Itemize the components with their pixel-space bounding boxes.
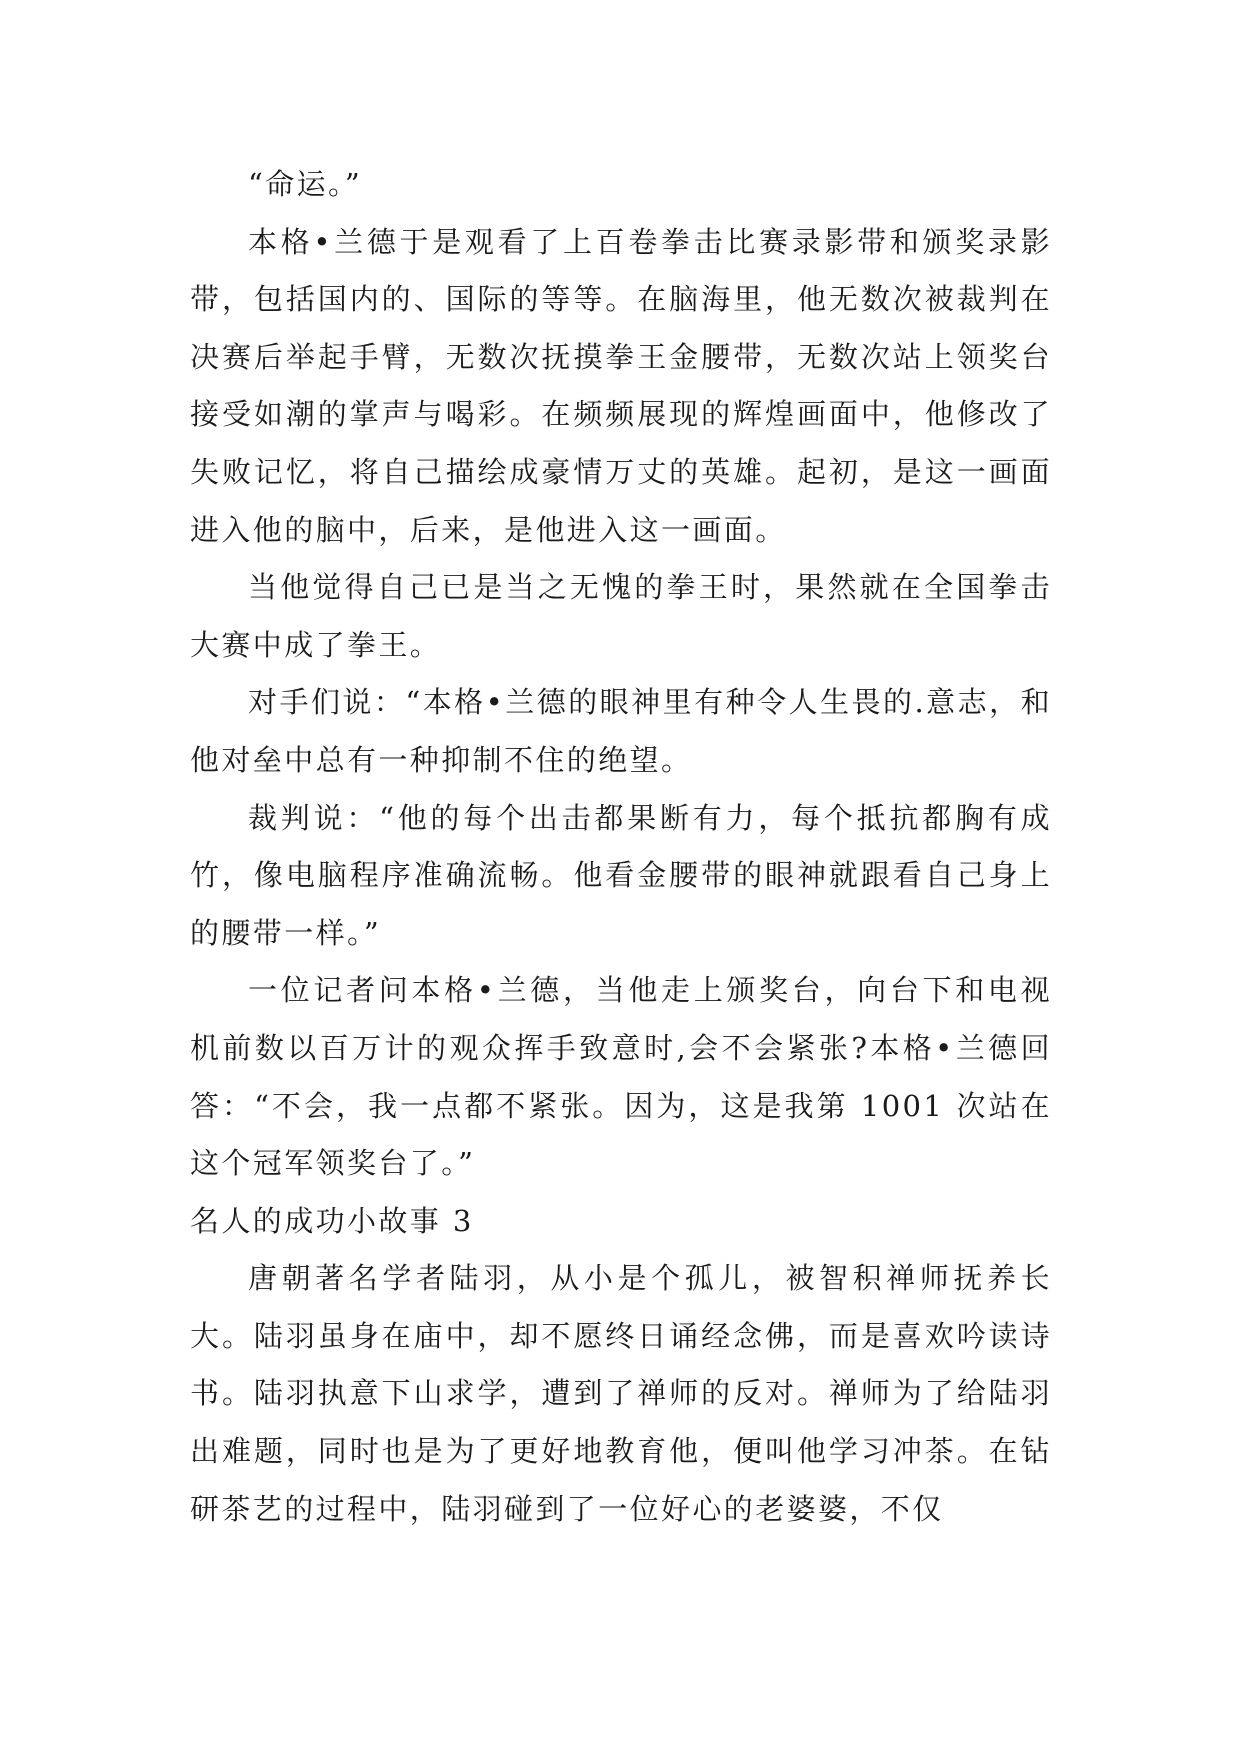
paragraph-referee-said: 裁判说：“他的每个出击都果断有力，每个抵抗都胸有成竹，像电脑程序准确流畅。他看金腰带的眼神就跟看自己身上的腰带一样。”: [190, 800, 1052, 950]
document-body: [190, 156, 1052, 1538]
paragraph-opponents-said: 对手们说：“本格•兰德的眼神里有种令人生畏的.意志，和他对垒中总有一种抑制不住的绝望。: [190, 685, 1052, 777]
section-heading: 名人的成功小故事 3: [190, 1203, 474, 1238]
paragraph-became-champion: 当他觉得自己已是当之无愧的拳王时，果然就在全国拳击大赛中成了拳王。: [190, 570, 1052, 662]
paragraph-visualization: 本格•兰德于是观看了上百卷拳击比赛录影带和颁奖录影带，包括国内的、国际的等等。在脑海里，他无数次被裁判在决赛后举起手臂，无数次抚摸拳王金腰带，无数次站上领奖台接受如潮的掌声与喝彩。在频频展现的辉煌画面中，他修改了失败记忆，将自己描绘成豪情万丈的英雄。起初，是这一画面进入他的脑中，后来，是他进入这一画面。: [190, 224, 1052, 547]
paragraph-reporter-question: 一位记者问本格•兰德，当他走上颁奖台，向台下和电视机前数以百万计的观众挥手致意时,会不会紧张?本格•兰德回答：“不会，我一点都不紧张。因为，这是我第 1001 次站在这个冠军领奖台了。”: [190, 973, 1052, 1181]
paragraph-fate-quote: “命运。”: [248, 167, 363, 201]
paragraph-lu-yu: 唐朝著名学者陆羽，从小是个孤儿，被智积禅师抚养长大。陆羽虽身在庙中，却不愿终日诵经念佛，而是喜欢吟读诗书。陆羽执意下山求学，遭到了禅师的反对。禅师为了给陆羽出难题，同时也是为了更好地教育他，便叫他学习冲茶。在钻研茶艺的过程中，陆羽碰到了一位好心的老婆婆，不仅: [190, 1261, 1052, 1526]
